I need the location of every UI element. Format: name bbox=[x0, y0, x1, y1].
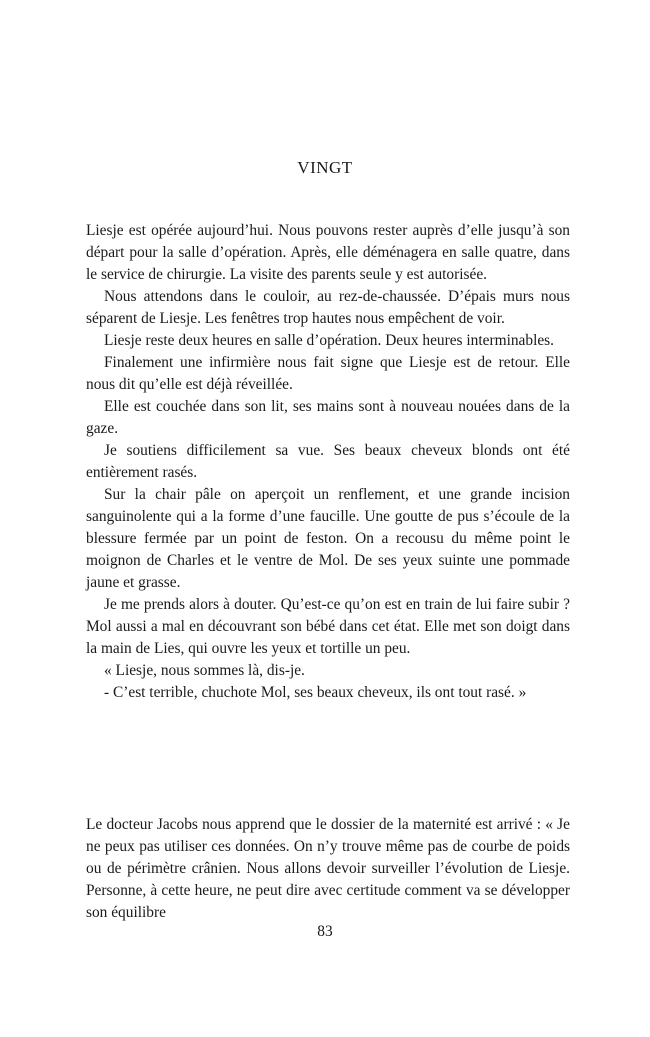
paragraph: - C’est terrible, chuchote Mol, ses beaux cheveux, ils ont tout rasé. » bbox=[104, 684, 527, 701]
paragraph: Je me prends alors à douter. Qu’est-ce qu’on est en train de lui faire subir ? Mol aussi a mal en découvrant son bébé dans cet état. Elle met son doigt dans la main de Lies, qui ouvre les yeux et tortille un peu. bbox=[86, 596, 570, 657]
paragraph: « Liesje, nous sommes là, dis-je. bbox=[104, 662, 305, 679]
paragraph: Liesje reste deux heures en salle d’opération. Deux heures interminables. bbox=[104, 332, 555, 349]
paragraph: Liesje est opérée aujourd’hui. Nous pouvons rester auprès d’elle jusqu’à son départ pour la salle d’opération. Après, elle déménagera en salle quatre, dans le service de chirurgie. La visite des parents seule y est autorisée. bbox=[86, 222, 570, 283]
paragraph: Nous attendons dans le couloir, au rez-de-chaussée. D’épais murs nous séparent de Liesje. Les fenêtres trop hautes nous empêchent de voir. bbox=[86, 288, 570, 327]
chapter-title: VINGT bbox=[297, 158, 353, 177]
paragraph: Je soutiens difficilement sa vue. Ses beaux cheveux blonds ont été entièrement rasés. bbox=[86, 442, 570, 481]
page-number: 83 bbox=[317, 923, 333, 940]
paragraph: Elle est couchée dans son lit, ses mains sont à nouveau nouées dans de la gaze. bbox=[86, 398, 570, 437]
paragraph: Finalement une infirmière nous fait signe que Liesje est de retour. Elle nous dit qu’elle est déjà réveillée. bbox=[86, 354, 570, 393]
text-section-2 bbox=[86, 814, 570, 924]
text-section-1 bbox=[86, 220, 570, 704]
paragraph: Sur la chair pâle on aperçoit un renflement, et une grande incision sanguinolente qui a la forme d’une faucille. Une goutte de pus s’écoule de la blessure fermée par un point de feston. On a recousu du même point le moignon de Charles et le ventre de Mol. De ses yeux suinte une pommade jaune et grasse. bbox=[86, 486, 570, 591]
paragraph: Le docteur Jacobs nous apprend que le dossier de la maternité est arrivé : « Je ne peux pas utiliser ces données. On n’y trouve même pas de courbe de poids ou de périmètre crânien. Nous allons devoir surveiller l’évolution de Liesje. Personne, à cette heure, ne peut dire avec certitude comment va se développer son équilibre bbox=[86, 816, 570, 921]
